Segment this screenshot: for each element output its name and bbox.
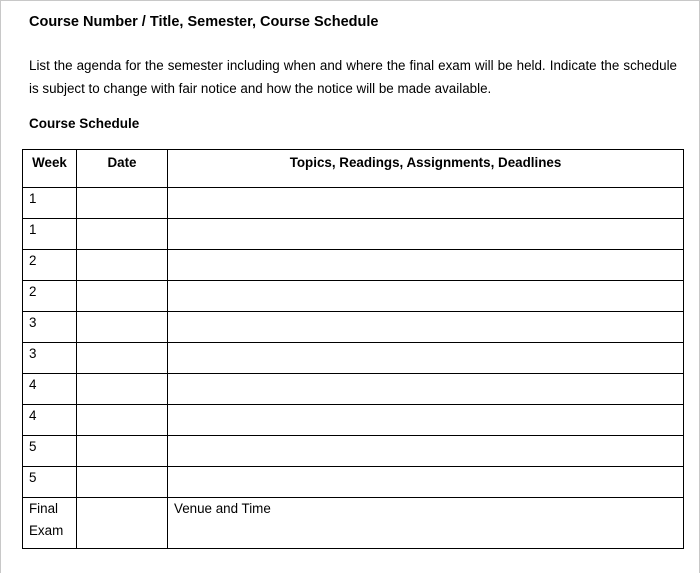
week-cell: 2 (23, 281, 77, 312)
date-cell[interactable] (77, 343, 168, 374)
week-cell: 3 (23, 343, 77, 374)
week-cell: 1 (23, 219, 77, 250)
document-title: Course Number / Title, Semester, Course Schedule (29, 14, 379, 30)
week-cell: 1 (23, 188, 77, 219)
week-cell: 2 (23, 250, 77, 281)
topics-cell[interactable] (168, 405, 684, 436)
topics-cell[interactable] (168, 188, 684, 219)
topics-cell[interactable] (168, 374, 684, 405)
table-row (23, 250, 684, 281)
week-cell: 5 (23, 467, 77, 498)
date-cell[interactable] (77, 312, 168, 343)
table-row (23, 374, 684, 405)
topics-cell[interactable] (168, 312, 684, 343)
final-exam-venue-cell[interactable]: Venue and Time (168, 498, 684, 549)
final-exam-date-cell[interactable] (77, 498, 168, 549)
date-cell[interactable] (77, 188, 168, 219)
topics-cell[interactable] (168, 436, 684, 467)
week-cell: 3 (23, 312, 77, 343)
table-row (23, 281, 684, 312)
final-exam-row (23, 498, 684, 549)
table-row (23, 405, 684, 436)
header-date: Date (77, 150, 168, 188)
header-week: Week (23, 150, 77, 188)
final-exam-label-cell (23, 498, 77, 549)
table-row (23, 188, 684, 219)
table-row (23, 436, 684, 467)
final-exam-label-line2: Exam (29, 523, 64, 538)
date-cell[interactable] (77, 374, 168, 405)
date-cell[interactable] (77, 250, 168, 281)
topics-cell[interactable] (168, 219, 684, 250)
table-row (23, 219, 684, 250)
table-header-row (23, 150, 684, 188)
table-row (23, 312, 684, 343)
schedule-heading: Course Schedule (29, 116, 140, 131)
topics-cell[interactable] (168, 343, 684, 374)
table-row (23, 343, 684, 374)
week-cell: 4 (23, 374, 77, 405)
week-cell: 4 (23, 405, 77, 436)
table-row (23, 467, 684, 498)
final-exam-label-line1: Final (29, 501, 59, 516)
week-cell: 5 (23, 436, 77, 467)
header-topics: Topics, Readings, Assignments, Deadlines (168, 150, 684, 188)
topics-cell[interactable] (168, 467, 684, 498)
intro-paragraph: List the agenda for the semester including when and where the final exam will be held. Indicate the schedule is subject to change with fair notice and how the notice will be made available. (29, 58, 677, 96)
course-schedule-table (22, 149, 684, 549)
date-cell[interactable] (77, 405, 168, 436)
topics-cell[interactable] (168, 281, 684, 312)
topics-cell[interactable] (168, 250, 684, 281)
date-cell[interactable] (77, 436, 168, 467)
date-cell[interactable] (77, 219, 168, 250)
date-cell[interactable] (77, 281, 168, 312)
date-cell[interactable] (77, 467, 168, 498)
